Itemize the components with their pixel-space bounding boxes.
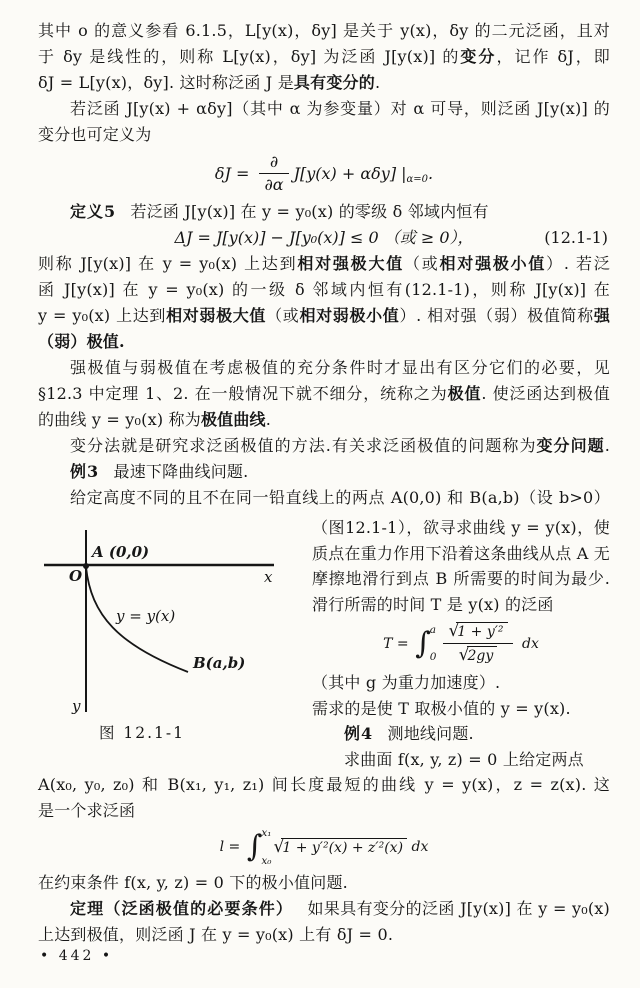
bold-term: 相对弱极小值 xyxy=(299,306,400,325)
text-line xyxy=(38,355,610,381)
formula-dx: dx xyxy=(407,839,429,855)
equation-number: (12.1-1) xyxy=(544,228,608,247)
text-run: y = y₀(x) 上达到 xyxy=(38,306,167,325)
text-line xyxy=(312,747,610,773)
text-line xyxy=(38,96,610,122)
radicand: 2gy xyxy=(467,646,498,664)
y-axis-label: y xyxy=(72,697,81,715)
text-run: 函 J[y(x)] 在 y = y₀(x) 的一级 δ 邻域内恒有(12.1-1)，则称 J[y(x)] 在 xyxy=(38,280,610,299)
text-run: A(x₀, y₀, z₀) 和 B(x₁, y₁, z₁) 间长度最短的曲线 y = y(x)，z = z(x). 这 xyxy=(38,775,610,794)
text-run: . xyxy=(374,73,381,92)
example-label: 例4 xyxy=(344,724,374,743)
formula-dx: dx xyxy=(517,635,539,652)
text-line xyxy=(312,696,610,722)
text-line xyxy=(38,407,610,433)
text-run: 给定高度不同的且不在同一铅直线上的两点 A(0,0) 和 B(a,b)（设 b>0） xyxy=(70,488,610,507)
example-3-line xyxy=(38,459,610,485)
curve-label: y = y(x) xyxy=(116,607,176,625)
fraction-numerator xyxy=(443,622,512,644)
text-run: 强极值与弱极值在考虑极值的充分条件时才显出有区分它们的必要，见 xyxy=(70,358,610,377)
text-run: 变分法就是研究求泛函极值的方法.有关求泛函极值的问题称为 xyxy=(70,436,537,455)
theorem-label: 定理（泛函极值的必要条件） xyxy=(70,899,294,918)
text-run: 于 δy 是线性的，则称 L[y(x)，δy] 为泛函 J[y(x)] 的 xyxy=(38,47,461,66)
upper-limit: a xyxy=(429,623,437,636)
example-4-line xyxy=(312,721,610,747)
integral-sign: ∫ xyxy=(246,829,263,864)
text-run: 是一个求泛函 xyxy=(38,801,136,820)
text-line xyxy=(38,251,610,277)
bold-term: 变分问题 xyxy=(536,436,605,455)
formula-lhs: T = xyxy=(383,635,414,652)
integral-limits xyxy=(261,829,271,865)
figure-and-text-row xyxy=(38,515,610,772)
text-line xyxy=(38,870,610,896)
bold-term: 变分 xyxy=(460,47,497,66)
formula-variation-definition xyxy=(38,153,610,194)
text-run: 如果具有变分的泛函 J[y(x)] 在 y = y₀(x) xyxy=(307,899,610,918)
integral-sign: ∫ xyxy=(415,625,431,661)
definition-label: 定义5 xyxy=(70,202,117,221)
bold-term: 具有变分的 xyxy=(293,73,375,92)
brachistochrone-figure xyxy=(38,515,300,719)
text-line xyxy=(312,592,610,618)
figure-caption: 图 12.1-1 xyxy=(98,724,186,742)
text-line xyxy=(38,381,610,407)
text-line xyxy=(38,433,610,459)
lower-limit: 0 xyxy=(429,651,437,663)
formula-lhs: δJ = xyxy=(214,163,255,183)
radical-sign: √ xyxy=(458,645,470,665)
bold-term: 极值 xyxy=(447,384,482,403)
formula-end: . xyxy=(428,163,434,183)
lower-limit: x₀ xyxy=(261,854,272,867)
point-B-label: B(a,b) xyxy=(193,654,246,672)
page-number: • 442 • xyxy=(40,948,114,964)
text-run: 的曲线 y = y₀(x) 称为 xyxy=(38,410,201,429)
text-run: 摩擦地滑行到点 B 所需要的时间为最少. xyxy=(312,569,610,588)
text-line xyxy=(312,670,610,696)
fraction-denominator xyxy=(443,644,512,665)
bold-term: 强 xyxy=(593,306,611,325)
text-line xyxy=(38,772,610,798)
radical-sign: √ xyxy=(273,836,285,857)
text-run: 其中 o 的意义参看 6.1.5，L[y(x)，δy] 是关于 y(x)，δy 的二元泛函，且对 xyxy=(38,21,610,40)
text-run: 则称 J[y(x)] 在 y = y₀(x) 上达到 xyxy=(38,254,298,273)
text-run: 在约束条件 f(x, y, z) = 0 下的极小值问题. xyxy=(38,873,348,892)
wrapped-text-column xyxy=(306,515,610,772)
formula-arc-length xyxy=(38,829,610,865)
bold-term: （弱）极值. xyxy=(38,332,125,351)
radical xyxy=(273,836,408,857)
text-run: . xyxy=(604,436,610,455)
text-run: 若泛函 J[y(x) + αδy]（其中 α 为参变量）对 α 可导，则泛函 J[y(x)] 的 xyxy=(70,99,610,118)
text-line xyxy=(312,541,610,567)
fraction-numerator: ∂ xyxy=(259,153,288,174)
text-run: ）. 相对强（弱）极值简称 xyxy=(399,306,594,325)
integral xyxy=(247,829,272,865)
text-run: 上达到极值，则泛函 J 在 y = y₀(x) 上有 δJ = 0. xyxy=(38,925,394,944)
text-run: 质点在重力作用下沿着这条曲线从点 A 无 xyxy=(312,543,610,563)
text-run: 需求的是使 T 取极小值的 y = y(x). xyxy=(312,698,571,718)
formula-time-functional xyxy=(312,622,610,665)
text-run: 变分也可定义为 xyxy=(38,125,152,144)
integral xyxy=(415,623,437,663)
point-A-label: A (0,0) xyxy=(92,543,150,561)
figure-12-1-1 xyxy=(38,515,306,772)
fraction xyxy=(259,153,288,194)
text-run: （其中 g 为重力加速度）. xyxy=(312,673,501,692)
fraction-denominator: ∂α xyxy=(264,175,284,194)
text-run: 若泛函 J[y(x)] 在 y = y₀(x) 的零级 δ 邻域内恒有 xyxy=(130,202,489,221)
radicand: 1 + y′² xyxy=(456,622,507,640)
bold-term: 相对强极大值 xyxy=(297,254,404,273)
text-line xyxy=(312,566,610,592)
text-run: 滑行所需的时间 T 是 y(x) 的泛函 xyxy=(312,594,554,614)
text-line xyxy=(38,18,610,44)
x-axis-label: x xyxy=(264,568,273,586)
text-run: δJ = L[y(x)，δy]. 这时称泛函 J 是 xyxy=(38,73,294,92)
text-line xyxy=(38,798,610,824)
text-run: ）. 若泛 xyxy=(546,254,611,273)
text-run: . 使泛函达到极值 xyxy=(481,384,610,403)
integral-limits xyxy=(429,623,437,663)
bold-term: 相对弱极大值 xyxy=(166,306,267,325)
formula-body: J[y(x) + αδy] | xyxy=(293,163,407,183)
formula-subscript: α=0 xyxy=(406,173,429,185)
text-line xyxy=(312,515,610,541)
text-run: ，记作 δJ，即 xyxy=(496,47,610,66)
text-line xyxy=(38,922,610,948)
text-run: 测地线问题. xyxy=(387,724,474,743)
text-run: （或 xyxy=(403,254,440,273)
origin-label: O xyxy=(69,567,83,585)
equation-12-1-1 xyxy=(38,225,610,251)
theorem-line xyxy=(38,896,610,922)
text-line xyxy=(38,485,610,511)
definition-5-line xyxy=(38,199,610,225)
text-run: §12.3 中定理 1、2. 在一般情况下就不细分，统称之为 xyxy=(38,384,448,403)
text-line xyxy=(38,44,610,70)
text-line xyxy=(38,303,610,329)
radicand: 1 + y′²(x) + z′²(x) xyxy=(281,838,407,856)
text-run: . xyxy=(265,410,272,429)
radical-sign: √ xyxy=(448,621,460,641)
example-label: 例3 xyxy=(70,462,100,481)
text-run: 求曲面 f(x, y, z) = 0 上给定两点 xyxy=(344,749,584,769)
text-line xyxy=(38,329,610,355)
text-run: （图12.1-1），欲寻求曲线 y = y(x)，使 xyxy=(312,518,610,537)
text-line xyxy=(38,70,610,96)
text-line xyxy=(38,122,610,148)
bold-term: 极值曲线 xyxy=(200,410,266,429)
fraction xyxy=(443,622,512,665)
equation-body: ΔJ = J[y(x)] − J[y₀(x)] ≤ 0 （或 ≥ 0）， xyxy=(174,228,474,247)
text-line xyxy=(38,277,610,303)
upper-limit: x₁ xyxy=(261,827,272,839)
bold-term: 相对强极小值 xyxy=(439,254,547,273)
text-run: 最速下降曲线问题. xyxy=(113,462,249,481)
text-run: （或 xyxy=(266,306,300,325)
formula-lhs: l = xyxy=(219,839,245,855)
